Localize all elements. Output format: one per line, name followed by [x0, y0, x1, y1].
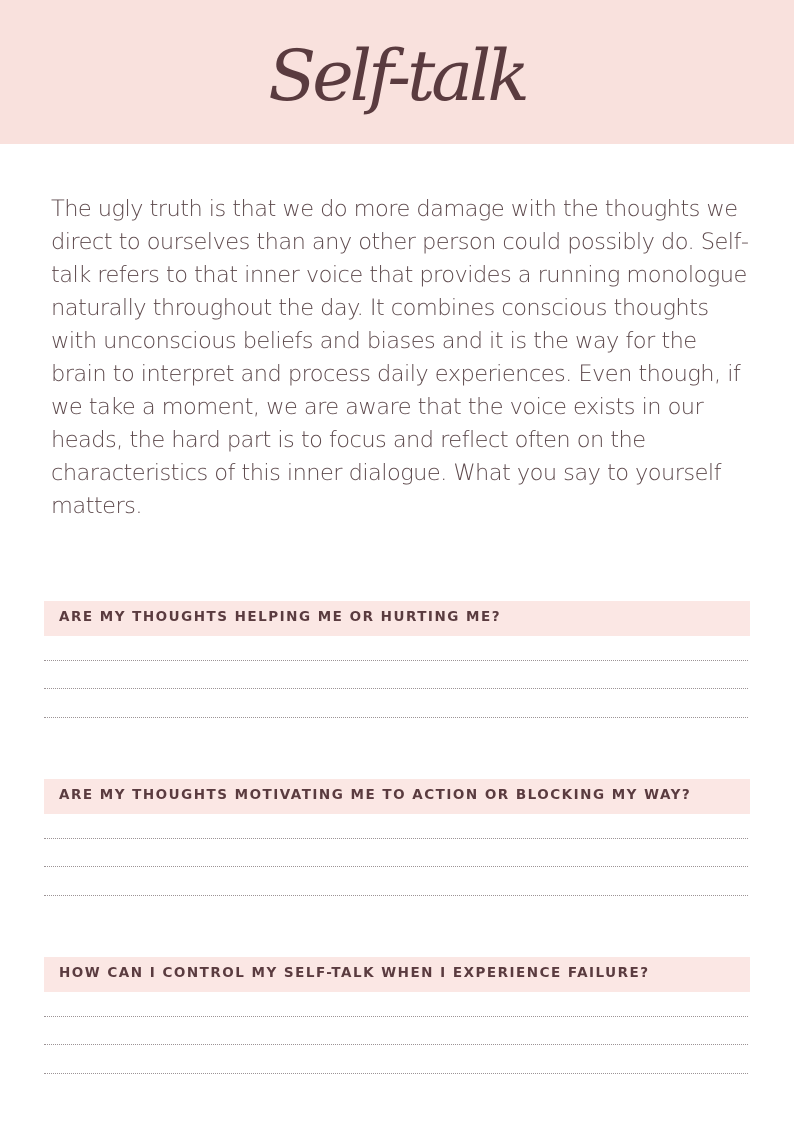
- answer-line[interactable]: [44, 1073, 748, 1074]
- question-label: HOW CAN I CONTROL MY SELF-TALK WHEN I EXPERIENCE FAILURE?: [59, 965, 650, 981]
- question-label: ARE MY THOUGHTS MOTIVATING ME TO ACTION OR BLOCKING MY WAY?: [59, 787, 692, 803]
- answer-line[interactable]: [44, 688, 748, 689]
- question-label: ARE MY THOUGHTS HELPING ME OR HURTING ME?: [59, 609, 502, 625]
- question-banner: [44, 779, 750, 814]
- answer-line[interactable]: [44, 660, 748, 661]
- page-title: [0, 0, 794, 144]
- page-title-text: Self-talk: [268, 35, 526, 117]
- answer-line[interactable]: [44, 838, 748, 839]
- question-banner: [44, 601, 750, 636]
- answer-line[interactable]: [44, 1016, 748, 1017]
- intro-paragraph: The ugly truth is that we do more damage with the thoughts we direct to ourselves than any other person could possibly do. Self-talk refers to that inner voice that provides a running monologue naturally throughout the day. It combines conscious thoughts with unconscious beliefs and biases and it is the way for the brain to interpret and process daily experiences. Even though, if we take a moment, we are aware that the voice exists in our heads, the hard part is to focus and reflect often on the characteristics of this inner dialogue. What you say to yourself matters.: [51, 196, 749, 519]
- answer-line[interactable]: [44, 717, 748, 718]
- header-band: [0, 0, 794, 144]
- question-banner: [44, 957, 750, 992]
- answer-line[interactable]: [44, 1044, 748, 1045]
- answer-line[interactable]: [44, 895, 748, 896]
- answer-line[interactable]: [44, 866, 748, 867]
